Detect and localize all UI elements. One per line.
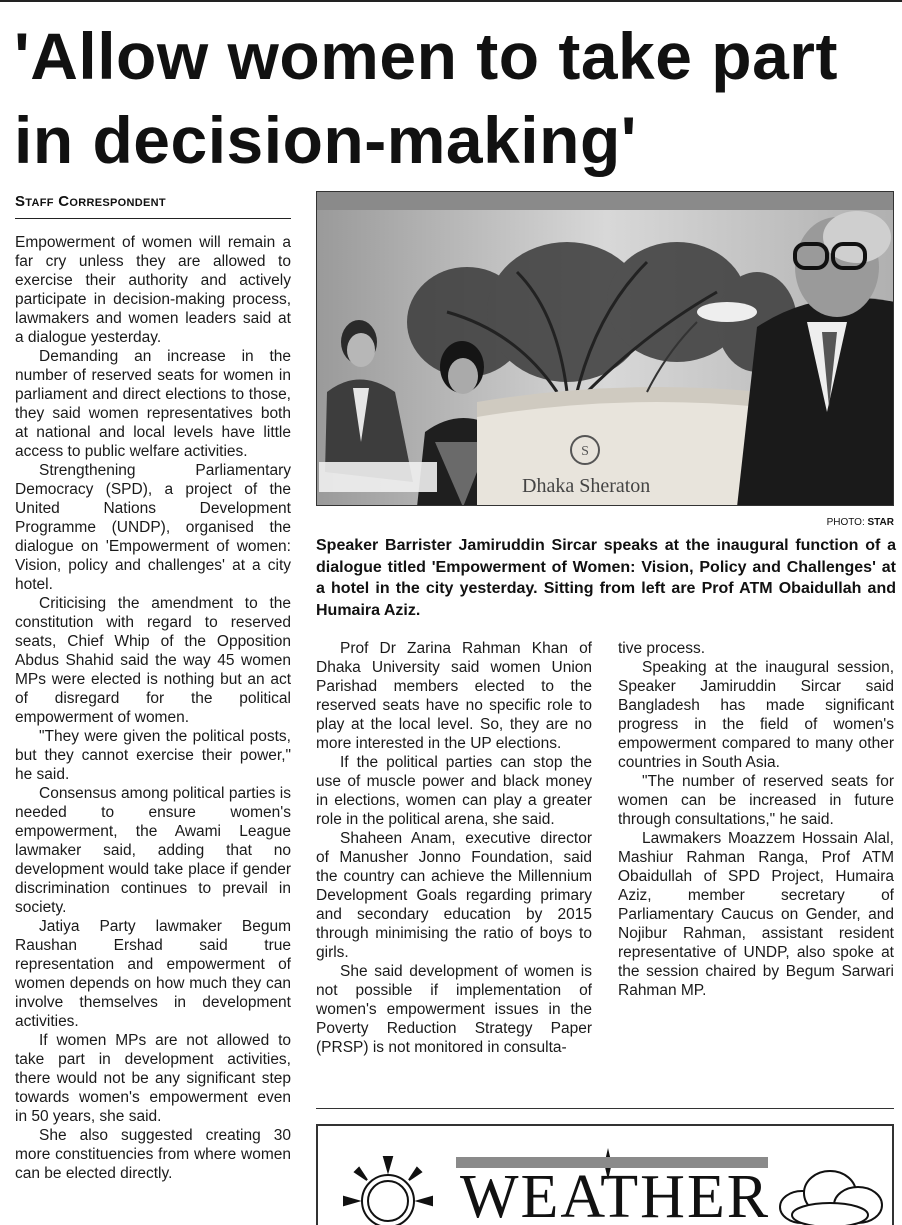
photo-credit-source: STAR xyxy=(867,517,894,528)
paragraph: Criticising the amendment to the constitution with regard to reserved seats, Chief Whip of the Opposition Abdus Shahid said the way 45 women MPs were elected is nothing but an act of disregard for the political empowerment of women. xyxy=(15,595,291,726)
paragraph: If the political parties can stop the use of muscle power and black money in elections, women can play a greater role in the political arena, she said. xyxy=(316,754,592,828)
byline: Staff Correspondent xyxy=(15,193,166,210)
paragraph: tive process. xyxy=(618,640,706,657)
photo-illustration xyxy=(317,192,894,506)
article-column-3 xyxy=(618,639,894,1000)
paragraph: "They were given the political posts, but they cannot exercise their power," he said. xyxy=(15,728,291,783)
section-divider xyxy=(316,1108,894,1109)
headline-line-1: 'Allow women to take part xyxy=(14,19,838,93)
paragraph: Prof Dr Zarina Rahman Khan of Dhaka University said women Union Parishad members elected to the reserved seats have no specific role to play at the local level. So, they are no more interested in the UP elections. xyxy=(316,640,592,752)
top-rule xyxy=(0,0,902,2)
paragraph: If women MPs are not allowed to take part in development activities, there would not be any significant step towards women's empowerment even in 50 years, she said. xyxy=(15,1032,291,1125)
paragraph: "The number of reserved seats for women can be increased in future through consultations," he said. xyxy=(618,773,894,828)
headline-line-2: in decision-making' xyxy=(14,103,637,177)
article-column-2 xyxy=(316,639,592,1057)
article-column-1 xyxy=(15,233,291,1183)
paragraph: Strengthening Parliamentary Democracy (SPD), a project of the United Nations Development Programme (UNDP), organised the dialogue on 'Empowerment of women: Vision, policy and challenges' at a city hotel. xyxy=(15,462,291,593)
paragraph: Lawmakers Moazzem Hossain Alal, Mashiur Rahman Ranga, Prof ATM Obaidullah of SPD Project, Humaira Aziz, member secretary of Parliamentary Caucus on Gender, and Nojibur Rahman, assistant resident representative of UNDP, also spoke at the session chaired by Begum Sarwari Rahman MP. xyxy=(618,830,894,999)
photo-caption: Speaker Barrister Jamiruddin Sircar speaks at the inaugural function of a dialogue titled 'Empowerment of Women: Vision, Policy and Challenges' at a hotel in the city yesterday. Sitting from left are Prof ATM Obaidullah and Humaira Aziz. xyxy=(316,537,896,619)
headline xyxy=(14,14,894,182)
paragraph: Empowerment of women will remain a far cry unless they are allowed to exercise their authority and actively participate in decision-making process, lawmakers and women leaders said at a dialogue yesterday. xyxy=(15,234,291,346)
byline-rule xyxy=(15,218,291,219)
weather-title: WEATHER xyxy=(460,1163,771,1225)
sun-icon xyxy=(344,1157,432,1225)
podium-text: Dhaka Sheraton xyxy=(522,475,651,497)
news-photo xyxy=(316,191,894,506)
photo-credit-label: PHOTO: xyxy=(826,517,865,528)
paragraph: Jatiya Party lawmaker Begum Raushan Ershad said true representation and empowerment of women depends on how much they can involve themselves in development activities. xyxy=(15,918,291,1030)
paragraph: Consensus among political parties is needed to ensure women's empowerment, the Awami League lawmaker said, adding that no development would take place if gender discrimination continues to prevail in society. xyxy=(15,785,291,916)
svg-text:S: S xyxy=(581,444,589,459)
paragraph: Speaking at the inaugural session, Speaker Jamiruddin Sircar said Bangladesh has made significant progress in the field of women's empowerment compared to many other countries in South Asia. xyxy=(618,659,894,771)
cloud-icon xyxy=(780,1171,882,1225)
paragraph: She also suggested creating 30 more constituencies from where women can be elected directly. xyxy=(15,1127,291,1182)
photo-credit xyxy=(780,517,894,528)
paragraph: Demanding an increase in the number of reserved seats for women in parliament and direct elections to those, they said women representatives both at national and local levels have little access to public welfare activities. xyxy=(15,348,291,460)
paragraph: She said development of women is not possible if implementation of women's empowerment issues in the Poverty Reduction Strategy Paper (PRSP) is not monitored in consulta- xyxy=(316,963,592,1056)
paragraph: Shaheen Anam, executive director of Manusher Jonno Foundation, said the country can achieve the Millennium Development Goals regarding primary and secondary education by 2015 through minimising the ratio of boys to girls. xyxy=(316,830,592,961)
